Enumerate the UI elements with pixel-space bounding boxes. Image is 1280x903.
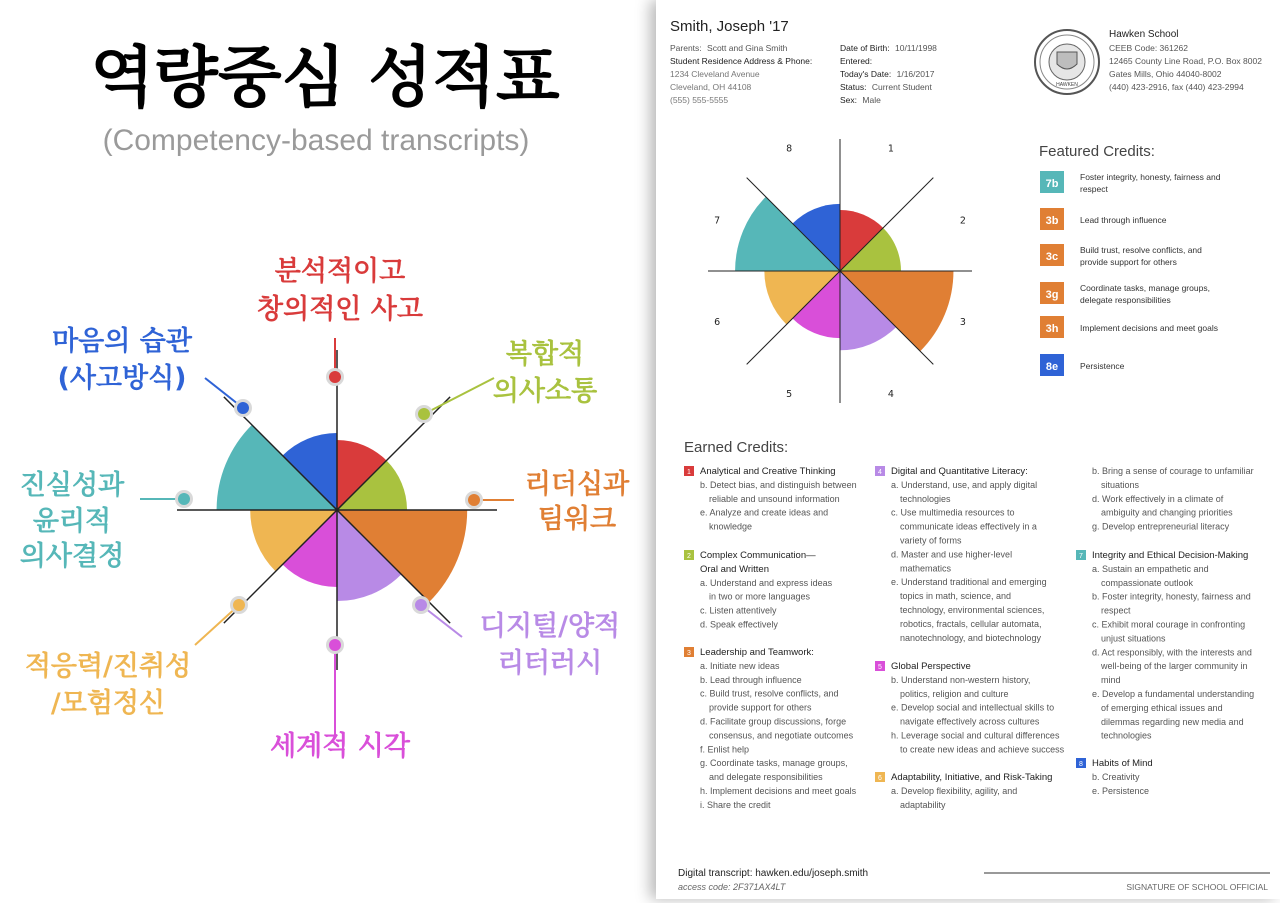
digital-transcript-link[interactable]: Digital transcript: hawken.edu/joseph.smith [678, 868, 869, 879]
earned-item: navigate effectively across cultures [900, 716, 1040, 727]
earned-item: unjust situations [1101, 633, 1166, 644]
earned-item: situations [1101, 479, 1140, 490]
featured-code: 3g [1045, 289, 1059, 301]
earned-item: c. Use multimedia resources to [891, 507, 1015, 518]
earned-item: variety of forms [900, 535, 962, 546]
phone-line: (555) 555-5555 [670, 95, 729, 105]
polar-category-label: 2 [959, 215, 966, 227]
earned-item: reliable and unsound information [709, 493, 840, 504]
dob-value: 10/11/1998 [894, 43, 937, 53]
earned-item: consensus, and negotiate outcomes [709, 730, 854, 741]
category-label-c3: 리더십과 [524, 469, 630, 500]
category-label-c2: 의사소통 [492, 376, 598, 407]
category-label-c1: 창의적인 사고 [257, 294, 423, 325]
earned-item: topics in math, science, and [900, 591, 1012, 602]
featured-code: 3c [1045, 251, 1059, 263]
earned-item: provide support for others [709, 702, 812, 713]
polar-category-label: 3 [959, 317, 966, 329]
earned-item: politics, religion and culture [900, 688, 1009, 699]
featured-code: 3b [1045, 215, 1059, 227]
student-name: Smith, Joseph '17 [670, 18, 789, 35]
label-dot [329, 639, 341, 651]
earned-item: respect [1101, 605, 1131, 616]
earned-item: knowledge [709, 521, 753, 532]
earned-heading: Analytical and Creative Thinking [700, 466, 836, 477]
earned-item: d. Work effectively in a climate of [1092, 493, 1224, 504]
featured-credits-list [1040, 171, 1221, 376]
polar-category-label: 7 [714, 215, 721, 227]
earned-item: a. Understand, use, and apply digital [891, 479, 1038, 490]
earned-item: b. Understand non-western history, [891, 674, 1031, 685]
featured-description: provide support for others [1080, 257, 1177, 267]
earned-num: 4 [878, 469, 882, 476]
transcript-canvas [656, 0, 1280, 899]
featured-code: 3h [1045, 323, 1059, 335]
featured-title: Featured Credits: [1039, 143, 1155, 160]
earned-item: d. Act responsibly, with the interests and [1092, 647, 1252, 658]
right-polar-chart [708, 139, 972, 403]
polar-category-label: 5 [786, 389, 793, 401]
entered-label: Entered: [840, 56, 873, 66]
earned-item: g. Develop entrepreneurial literacy [1092, 521, 1230, 532]
earned-item: adaptability [900, 799, 946, 810]
earned-heading: Habits of Mind [1092, 758, 1153, 769]
label-dot [178, 493, 190, 505]
sex-line [840, 95, 881, 105]
earned-item: b. Lead through influence [700, 674, 802, 685]
earned-num: 8 [1079, 761, 1083, 768]
earned-item: d. Speak effectively [700, 619, 778, 630]
category-label-c8: (사고방식) [57, 363, 187, 394]
featured-description: delegate responsibilities [1080, 295, 1171, 305]
category-label-c5: 세계적 시각 [270, 731, 410, 762]
earned-item: b. Detect bias, and distinguish between [700, 479, 857, 490]
polar-category-label: 8 [786, 143, 793, 155]
featured-description: Foster integrity, honesty, fairness and [1080, 172, 1221, 182]
earned-item: b. Bring a sense of courage to unfamiliar [1092, 466, 1254, 476]
access-code: access code: 2F371AX4LT [678, 882, 786, 892]
polar-category-label: 6 [714, 317, 721, 329]
featured-code: 8e [1045, 361, 1059, 373]
category-label-c4: 리터러시 [497, 648, 603, 679]
earned-num: 2 [687, 553, 691, 560]
earned-item: d. Facilitate group discussions, forge [700, 716, 847, 727]
address-label: Student Residence Address & Phone: [670, 56, 813, 66]
featured-description: respect [1080, 184, 1108, 194]
earned-item: e. Understand traditional and emerging [891, 577, 1047, 588]
label-dot [233, 599, 245, 611]
category-label-c4: 디지털/양적 [479, 611, 621, 642]
leader-line [424, 378, 494, 414]
earned-title: Earned Credits: [684, 439, 789, 456]
school-address1: 12465 County Line Road, P.O. Box 8002 [1109, 56, 1262, 66]
featured-description: Implement decisions and meet goals [1080, 323, 1218, 333]
status-label: Status: [840, 82, 867, 92]
sex-label: Sex: [840, 95, 858, 105]
earned-item: technologies [900, 493, 951, 504]
address-line2: Cleveland, OH 44108 [670, 82, 752, 92]
category-label-c2: 복합적 [505, 339, 585, 370]
address-line1: 1234 Cleveland Avenue [670, 69, 760, 79]
polar-category-label: 1 [887, 143, 894, 155]
earned-item: c. Exhibit moral courage in confronting [1092, 619, 1246, 630]
earned-item: compassionate outlook [1101, 577, 1194, 588]
earned-item: f. Enlist help [700, 744, 750, 755]
featured-code: 7b [1045, 178, 1059, 190]
category-label-c7: 진실성과 [19, 470, 125, 501]
category-label-c3: 팀워크 [537, 504, 617, 535]
earned-item: communicate ideas effectively in a [900, 521, 1037, 532]
earned-item: technology, environmental sciences, [900, 605, 1045, 615]
status-line [840, 82, 932, 92]
label-dot [468, 494, 480, 506]
school-name: Hawken School [1109, 29, 1179, 40]
earned-item: well-being of the larger community in [1101, 661, 1248, 672]
school-seal-icon [1035, 30, 1099, 94]
category-label-c7: 윤리적 [32, 506, 112, 537]
transcript-document [656, 0, 1280, 899]
dob-line [840, 43, 937, 53]
earned-heading: Global Perspective [891, 661, 971, 672]
earned-item: a. Develop flexibility, agility, and [891, 785, 1018, 796]
featured-description: Lead through influence [1080, 215, 1167, 225]
earned-heading: Integrity and Ethical Decision-Making [1092, 550, 1249, 561]
featured-description: Persistence [1080, 361, 1125, 371]
category-label-c7: 의사결정 [19, 541, 125, 572]
today-line [840, 69, 935, 79]
featured-description: Build trust, resolve conflicts, and [1080, 245, 1202, 255]
earned-item: to create new ideas and achieve success [900, 744, 1065, 755]
label-dot [418, 408, 430, 420]
sex-value: Male [862, 95, 881, 105]
infographic-title: 역량중심 성적표 [90, 39, 560, 116]
earned-item: c. Listen attentively [700, 605, 777, 616]
earned-item: a. Initiate new ideas [700, 660, 780, 671]
earned-heading: Leadership and Teamwork: [700, 647, 814, 658]
earned-item: e. Develop social and intellectual skills to [891, 702, 1055, 713]
earned-heading: Complex Communication— [700, 550, 816, 561]
today-value: 1/16/2017 [896, 69, 935, 79]
earned-item: of emerging ethical issues and [1101, 702, 1223, 713]
featured-description: Coordinate tasks, manage groups, [1080, 283, 1210, 293]
earned-item: a. Understand and express ideas [700, 577, 833, 588]
earned-item: b. Foster integrity, honesty, fairness and [1092, 591, 1251, 602]
earned-num: 1 [687, 469, 691, 476]
label-dot [329, 371, 341, 383]
earned-item: in two or more languages [709, 591, 811, 602]
school-address2: Gates Mills, Ohio 44040-8002 [1109, 69, 1222, 79]
earned-item: nanotechnology, and biotechnology [900, 632, 1041, 643]
earned-item: mathematics [900, 563, 952, 574]
earned-item: a. Sustain an empathetic and [1092, 563, 1209, 574]
category-label-c8: 마음의 습관 [52, 326, 192, 357]
polar-category-label: 4 [887, 389, 894, 401]
signature-label: SIGNATURE OF SCHOOL OFFICIAL [1126, 882, 1268, 892]
parents-label: Parents: [670, 43, 702, 53]
earned-item: h. Implement decisions and meet goals [700, 786, 857, 796]
left-polar-chart [177, 350, 497, 670]
category-label-c6: 적응력/진취성 [24, 651, 192, 682]
earned-item: c. Build trust, resolve conflicts, and [700, 688, 839, 699]
seal-text: HAWKEN [1056, 82, 1078, 88]
earned-heading: Oral and Written [700, 563, 769, 575]
earned-item: mind [1101, 675, 1121, 686]
earned-num: 5 [878, 664, 882, 671]
earned-heading: Adaptability, Initiative, and Risk-Taking [891, 772, 1053, 783]
category-label-c6: /모험정신 [50, 688, 166, 719]
earned-num: 3 [687, 650, 691, 657]
earned-item: h. Leverage social and cultural differences [891, 730, 1060, 741]
earned-item: ambiguity and changing priorities [1101, 507, 1233, 518]
earned-credits-list [684, 466, 1254, 810]
earned-item: d. Master and use higher-level [891, 549, 1013, 560]
earned-item: g. Coordinate tasks, manage groups, [700, 758, 848, 769]
label-dot [415, 599, 427, 611]
today-label: Today's Date: [840, 69, 892, 79]
earned-num: 6 [878, 775, 882, 782]
infographic-subtitle: (Competency-based transcripts) [102, 124, 530, 157]
status-value: Current Student [871, 82, 932, 92]
category-label-c1: 분석적이고 [274, 256, 406, 287]
earned-item: e. Analyze and create ideas and [700, 507, 829, 518]
earned-item: b. Creativity [1092, 771, 1140, 782]
dob-label: Date of Birth: [840, 43, 890, 53]
parents-value: Scott and Gina Smith [707, 43, 788, 53]
earned-item: e. Persistence [1092, 785, 1150, 796]
earned-item: and delegate responsibilities [709, 772, 823, 783]
earned-item: e. Develop a fundamental understanding [1092, 689, 1255, 699]
label-dot [237, 402, 249, 414]
earned-item: dilemmas regarding new media and [1101, 716, 1244, 727]
earned-item: robotics, fractals, cellular automata, [900, 618, 1042, 629]
school-phone: (440) 423-2916, fax (440) 423-2994 [1109, 82, 1244, 92]
parents-line [670, 43, 788, 53]
earned-item: i. Share the credit [700, 799, 771, 810]
school-ceeb: CEEB Code: 361262 [1109, 43, 1188, 53]
earned-item: technologies [1101, 730, 1152, 741]
earned-num: 7 [1079, 553, 1083, 560]
earned-heading: Digital and Quantitative Literacy: [891, 466, 1028, 477]
